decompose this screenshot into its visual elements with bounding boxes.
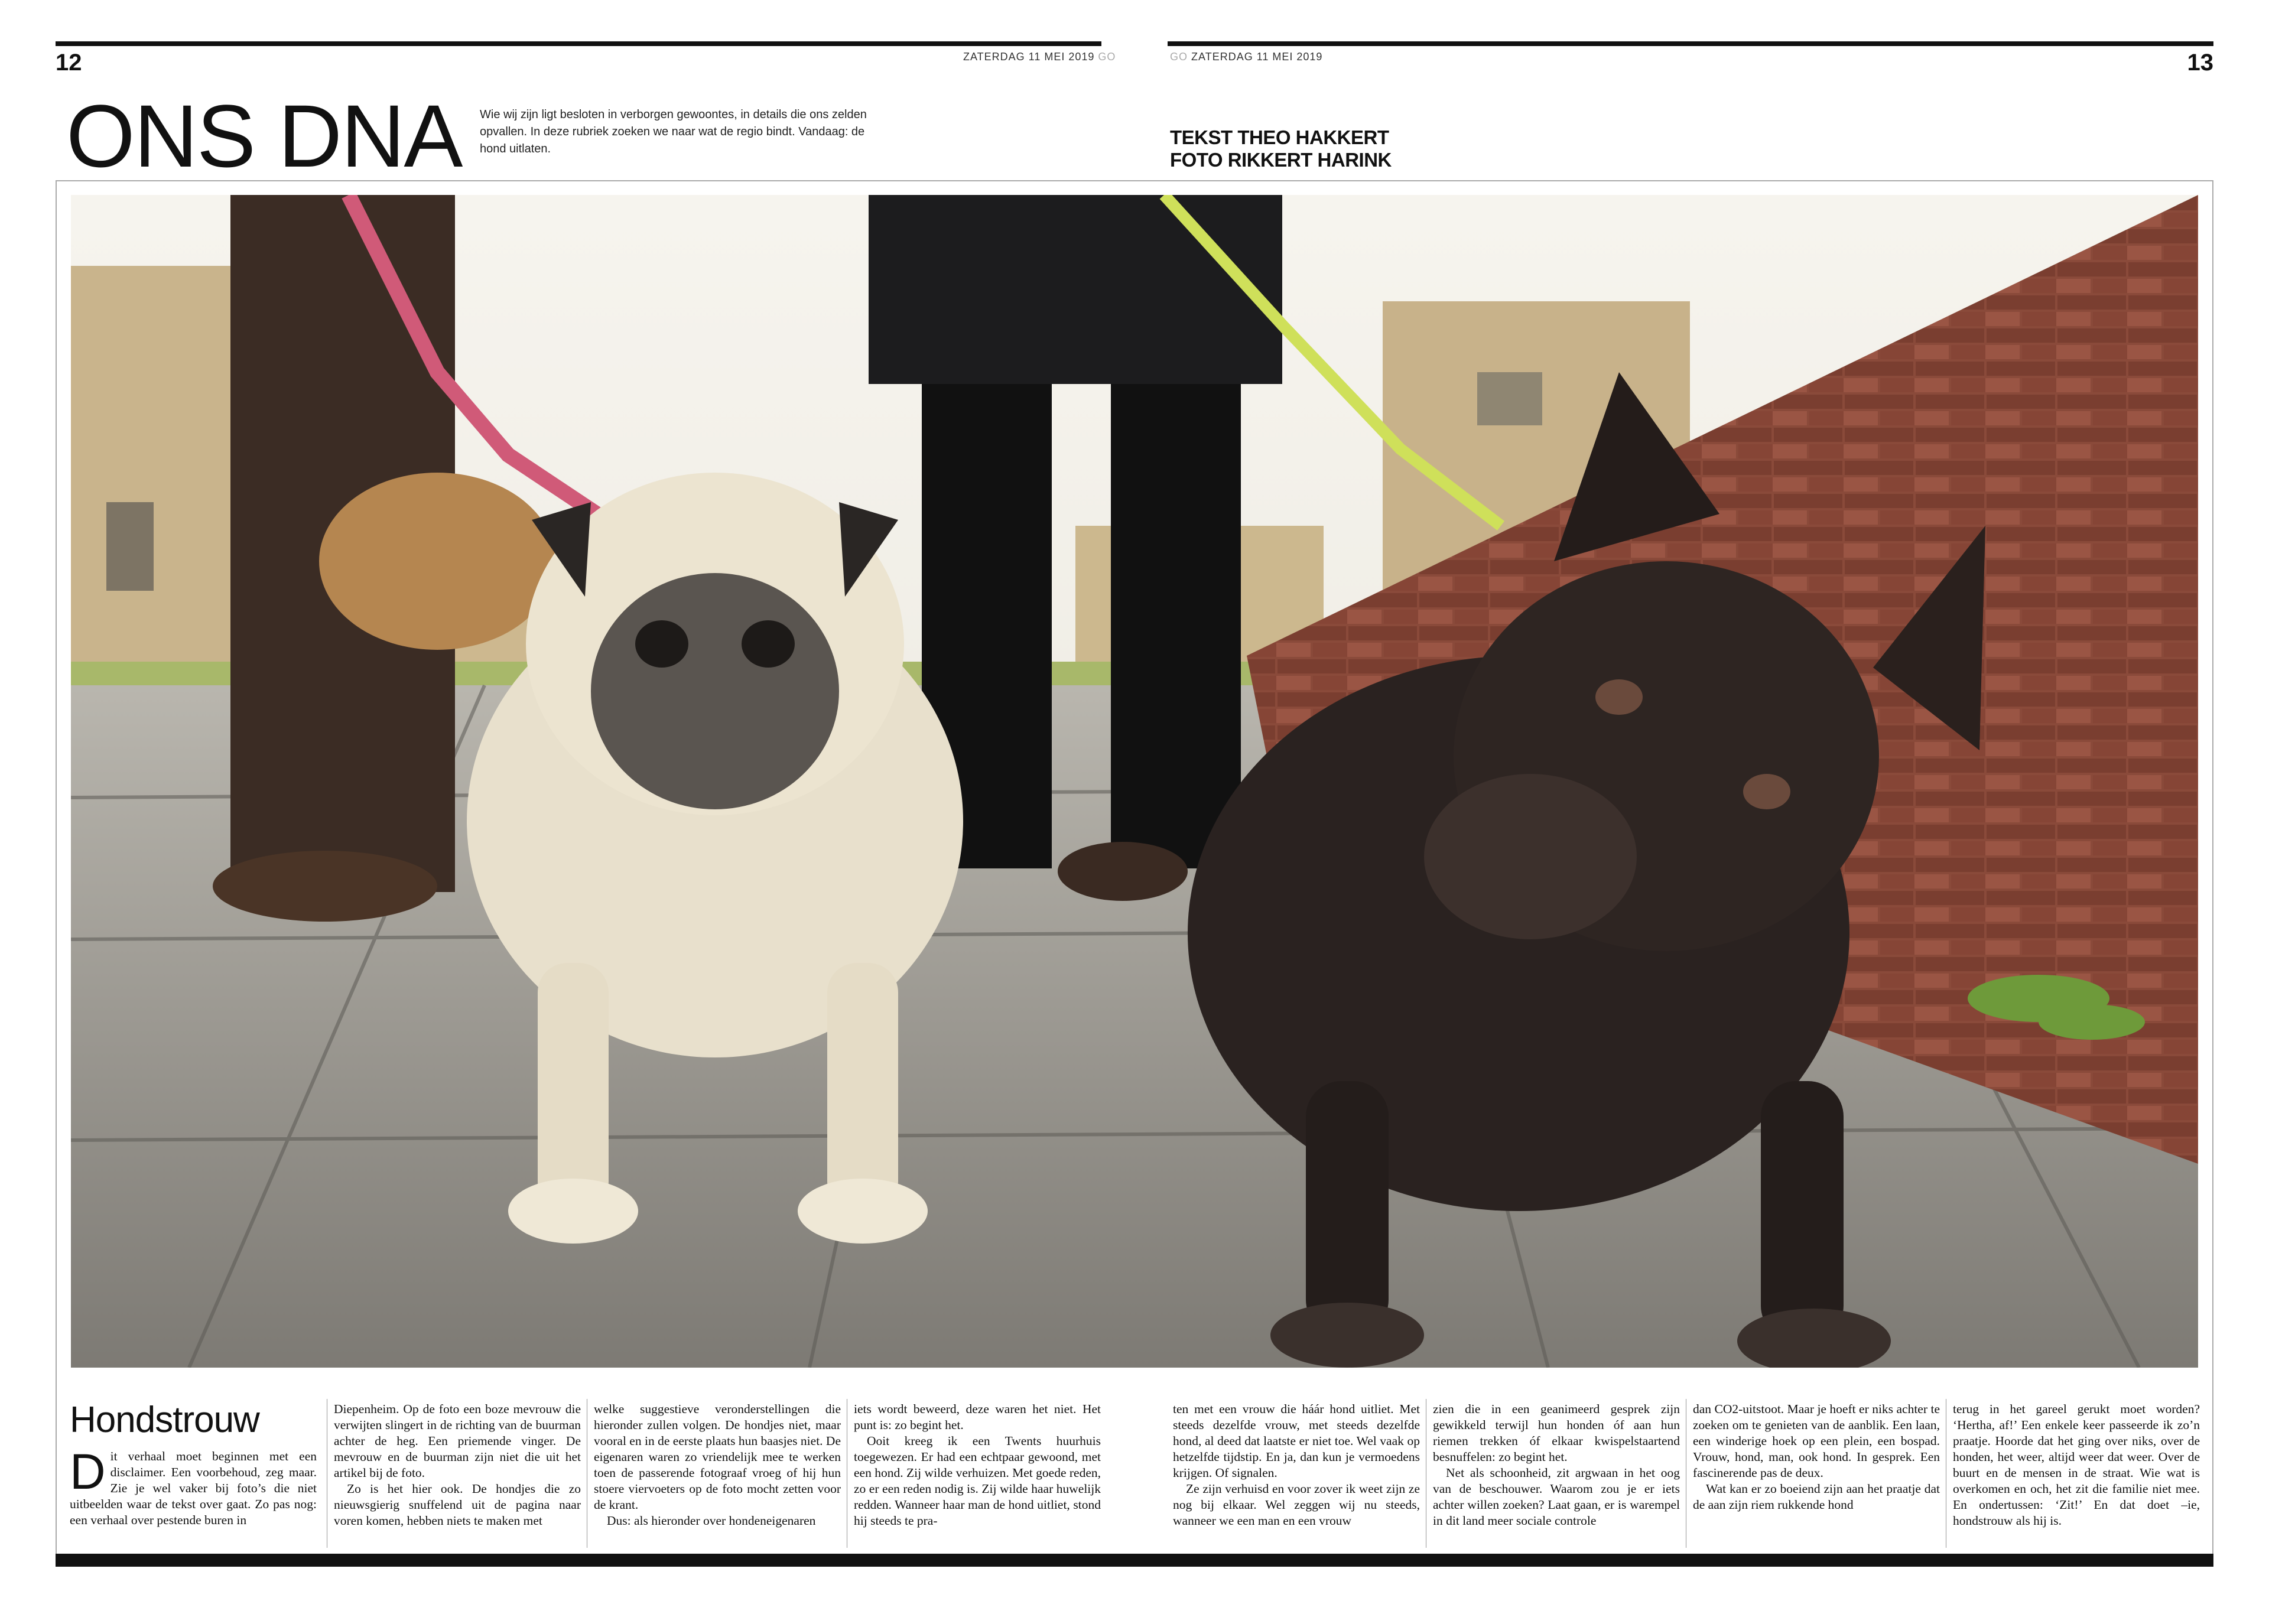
paragraph: Wat kan er zo boeiend zijn aan het praatje dat de aan zijn riem rukkende hond — [1693, 1482, 1940, 1512]
article-title: Hondstrouw — [70, 1400, 259, 1440]
paragraph: Net als schoonheid, zit argwaan in het oog van de beschouwer. Waarom zou je er iets achter willen zoeken? Laat gaan, er is warempel in dit land meer sociale controle — [1433, 1466, 1680, 1528]
paragraph: Dus: als hieronder over hondeneigenaren — [607, 1514, 816, 1528]
dateline-right — [1170, 51, 1322, 63]
paragraph: Diepenheim. Op de foto een boze mevrouw die verwijten slingert in de richting van de buurman achter de heg. Een priemende vinger. De mevrouw en de buurman zijn niet die uit het artikel bij de foto. — [334, 1402, 581, 1480]
go-label-left: GO — [1098, 51, 1116, 63]
dateline-left — [963, 51, 1116, 63]
paragraph: terug in het gareel gerukt moet worden? ‘Hertha, af!’ Een enkele keer passeerde ik zo’n praatje. Hoorde dat het ging over niks, over de honden, het weer, altijd weer dat weer. Over de buurt en de mensen in de straat. Wie wat is overkomen en och, het zit die familie niet mee. En ondertussen: ‘Zit!’ En dat doet –ie, hondstrouw als hij is. — [1953, 1402, 2200, 1528]
section-intro: Wie wij zijn ligt besloten in verborgen gewoontes, in details die ons zelden opvallen. In deze rubriek zoeken we naar wat de regio bindt. Vandaag: de hond uitlaten. — [480, 108, 867, 155]
photo-credit: FOTO RIKKERT HARINK — [1170, 149, 1392, 171]
page-number-right: 13 — [2187, 50, 2213, 76]
background-dog — [319, 473, 555, 650]
paragraph: welke suggestieve veronderstellingen die hieronder zullen volgen. De hondjes niet, maar vooral en in de eerste plaats hun baasjes niet. De eigenaren waren zo vriendelijk mee te werken toen de passerende fotograaf vroeg of hij hun stoere viervoeters op de foto mocht zetten voor de krant. — [594, 1402, 841, 1512]
top-rule-right — [1168, 41, 2213, 46]
article-column-1 — [70, 1444, 317, 1528]
article-column-8 — [1953, 1401, 2200, 1529]
paragraph: dan CO2-uitstoot. Maar je hoeft er niks achter te zoeken om te genieten van de aanblik. Een laan, een winderige hoek op een plein, een bospad. Vrouw, hond, man, ook hond. In gesprek. Een fascinerende pas de deux. — [1693, 1402, 1940, 1480]
paragraph: ten met een vrouw die háár hond uitliet. Met steeds dezelfde vrouw, met steeds dezelfde hond, al deed dat laatste er niet toe. Wel vaak op hetzelfde tijdstip. En ja, dan kun je vermoedens krijgen. Of signalen. — [1173, 1402, 1420, 1480]
article-column-7 — [1693, 1401, 1940, 1513]
section-title: ONS DNA — [66, 86, 462, 185]
paragraph: Zo is het hier ook. De hondjes die zo nieuwsgierig snuffelend uit de pagina naar voren komen, hebben niets te maken met — [334, 1482, 581, 1528]
article-column-2 — [334, 1401, 581, 1529]
paragraph: iets wordt beweerd, deze waren het niet. Het punt is: zo begint het. — [854, 1402, 1101, 1432]
bottom-bar — [56, 1554, 2213, 1567]
date-left: ZATERDAG 11 MEI 2019 — [963, 51, 1095, 63]
paragraph: Ze zijn verhuisd en voor zover ik weet zijn ze nog bij elkaar. Wel zeggen wij nu steeds, wanneer we een man en een vrouw — [1173, 1482, 1420, 1528]
top-rule-left — [56, 41, 1101, 46]
article-column-5 — [1173, 1401, 1420, 1529]
dogs-photo — [71, 195, 2198, 1368]
dropcap: D — [70, 1444, 106, 1499]
text-credit: TEKST THEO HAKKERT — [1170, 126, 1389, 148]
go-label-right: GO — [1170, 51, 1188, 63]
paragraph: Ooit kreeg ik een Twents huurhuis toegewezen. Er had een echtpaar gewoond, met een hond. Zij wilde verhuizen. Met goede reden, zo er een reden nodig is. Zij wilde haar huwelijk redden. Wanneer haar man de hond uitliet, stond hij steeds te pra- — [854, 1434, 1101, 1528]
article-column-3 — [594, 1401, 841, 1529]
paragraph: zien die in een geanimeerd gesprek zijn gewikkeld terwijl hun honden óf aan hun riemen trekken óf elkaar kwispelstaartend besnuffelen: zo begint het. — [1433, 1402, 1680, 1464]
paragraph: it verhaal moet beginnen met een disclaimer. Een voorbehoud, zeg maar. Zie je wel vaker bij foto’s die niet uitbeelden waar de tekst over gaat. Zo pas nog: een verhaal over pestende buren in — [70, 1449, 317, 1527]
page-number-left: 12 — [56, 50, 82, 76]
person-right-coat — [869, 195, 1282, 384]
credits — [1170, 126, 1392, 171]
date-right: ZATERDAG 11 MEI 2019 — [1191, 51, 1323, 63]
article-column-4 — [854, 1401, 1101, 1529]
article-column-6 — [1433, 1401, 1680, 1529]
